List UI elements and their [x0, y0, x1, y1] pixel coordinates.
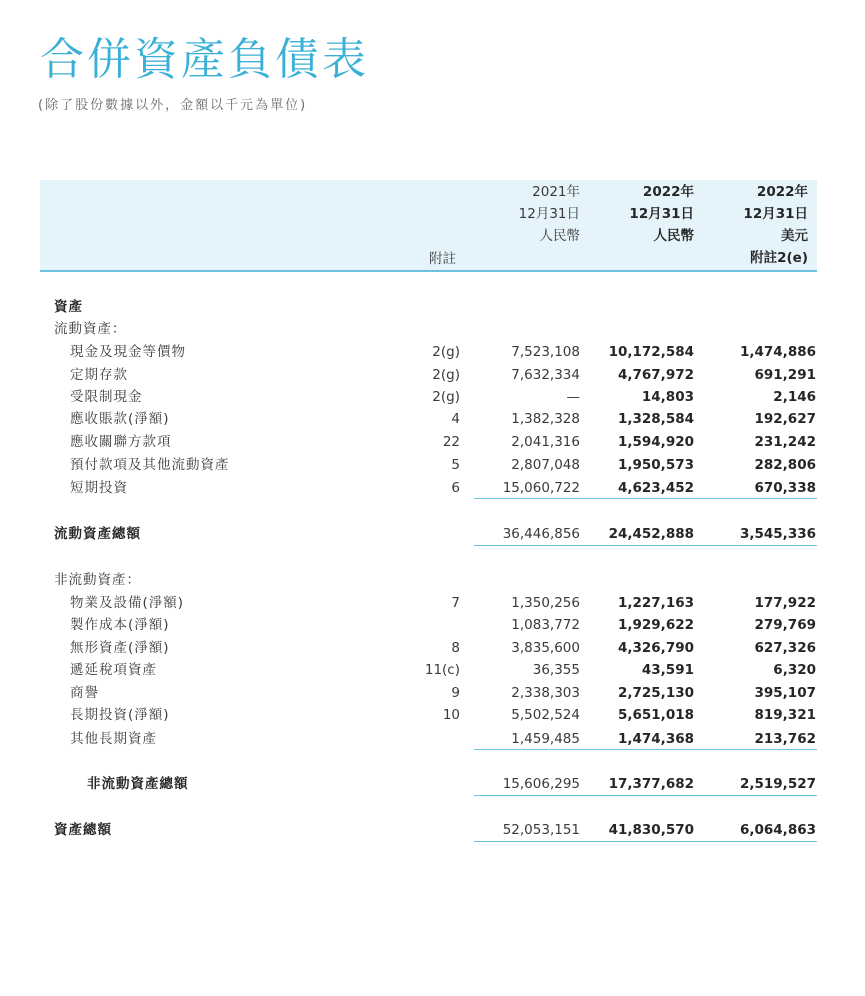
value-2021: 1,382,328 — [511, 411, 580, 427]
row-note: 11(c) — [424, 662, 460, 678]
table-row — [0, 386, 865, 408]
value-2022-usd: 2,519,527 — [739, 776, 816, 792]
header-currency: 人民幣 — [539, 228, 580, 244]
value-2022-rmb: 1,227,163 — [617, 595, 694, 611]
value-2022-rmb: 14,803 — [641, 389, 694, 405]
total-row-assets — [0, 819, 865, 841]
row-note: 2(g) — [432, 367, 460, 383]
value-2021: 36,446,856 — [502, 526, 580, 542]
table-row — [0, 637, 865, 659]
value-2022-rmb: 4,326,790 — [617, 640, 694, 656]
value-2022-rmb: 1,328,584 — [617, 411, 694, 427]
header-currency: 人民幣 — [653, 228, 694, 244]
grand-total-rule — [474, 841, 817, 842]
value-2021: 1,083,772 — [511, 617, 580, 633]
header-date: 12月31日 — [629, 206, 694, 222]
row-label: 遞延稅項資產 — [70, 662, 157, 678]
value-2021: 1,459,485 — [511, 731, 580, 747]
row-label: 預付款項及其他流動資產 — [70, 457, 230, 473]
section-label: 非流動資產： — [54, 572, 141, 588]
value-2022-usd: 3,545,336 — [739, 526, 816, 542]
row-note: 4 — [451, 411, 460, 427]
table-row — [0, 682, 865, 704]
row-label: 物業及設備(淨額) — [70, 595, 185, 611]
value-2021: 7,632,334 — [511, 367, 580, 383]
row-label: 流動資產總額 — [54, 526, 141, 542]
row-label: 其他長期資產 — [70, 731, 157, 747]
row-note: 9 — [451, 685, 460, 701]
value-2022-usd: 279,769 — [754, 617, 816, 633]
header-note: 附註2(e) — [750, 250, 808, 266]
value-2022-usd: 1,474,886 — [739, 344, 816, 360]
value-2022-usd: 231,242 — [754, 434, 816, 450]
value-2022-rmb: 43,591 — [641, 662, 694, 678]
header-col-2022-usd — [706, 181, 808, 269]
row-label: 無形資產(淨額) — [70, 640, 170, 656]
value-2022-usd: 6,320 — [773, 662, 816, 678]
total-rule — [474, 795, 817, 796]
header-date: 12月31日 — [518, 206, 580, 222]
section-label: 資產 — [54, 299, 83, 315]
value-2022-usd: 627,326 — [754, 640, 816, 656]
value-2022-usd: 670,338 — [754, 480, 816, 496]
value-2022-rmb: 5,651,018 — [617, 707, 694, 723]
table-row — [0, 477, 865, 499]
total-row-non-current — [0, 773, 865, 795]
table-row — [0, 364, 865, 386]
table-row — [0, 431, 865, 453]
row-label: 商譽 — [70, 685, 99, 701]
table-row — [0, 704, 865, 726]
section-assets — [0, 296, 865, 318]
value-2022-rmb: 1,594,920 — [617, 434, 694, 450]
row-note: 7 — [451, 595, 460, 611]
value-2022-usd: 192,627 — [754, 411, 816, 427]
value-2022-rmb: 10,172,584 — [608, 344, 694, 360]
value-2022-rmb: 24,452,888 — [608, 526, 694, 542]
header-year: 2021年 — [532, 184, 580, 200]
value-2021: 5,502,524 — [511, 707, 580, 723]
value-2022-usd: 213,762 — [754, 731, 816, 747]
section-label: 流動資產： — [54, 321, 127, 337]
value-2022-rmb: 1,929,622 — [617, 617, 694, 633]
header-date: 12月31日 — [743, 206, 808, 222]
total-rule — [474, 545, 817, 546]
row-label: 應收賬款(淨額) — [70, 411, 170, 427]
row-label: 製作成本(淨額) — [70, 617, 170, 633]
row-note: 10 — [442, 707, 460, 723]
value-2021: 2,807,048 — [511, 457, 580, 473]
value-2022-rmb: 1,474,368 — [617, 731, 694, 747]
value-2022-rmb: 4,623,452 — [617, 480, 694, 496]
value-2021: 1,350,256 — [511, 595, 580, 611]
header-currency: 美元 — [781, 228, 808, 244]
value-2021: 2,041,316 — [511, 434, 580, 450]
value-2022-rmb: 17,377,682 — [608, 776, 694, 792]
value-2021: — — [566, 389, 580, 405]
row-label: 受限制現金 — [70, 389, 143, 405]
value-2022-rmb: 2,725,130 — [617, 685, 694, 701]
header-col-2022-rmb — [590, 181, 694, 247]
row-label: 資產總額 — [54, 822, 112, 838]
row-note: 2(g) — [432, 344, 460, 360]
table-row — [0, 408, 865, 430]
row-label: 非流動資產總額 — [87, 776, 189, 792]
row-note: 22 — [442, 434, 460, 450]
page-subtitle: (除了股份數據以外，金額以千元為單位) — [38, 98, 308, 113]
value-2022-rmb: 1,950,573 — [617, 457, 694, 473]
row-label: 長期投資(淨額) — [70, 707, 170, 723]
subtotal-rule — [474, 749, 817, 750]
value-2021: 15,606,295 — [502, 776, 580, 792]
value-2021: 36,355 — [532, 662, 580, 678]
row-note: 2(g) — [432, 389, 460, 405]
row-note: 5 — [451, 457, 460, 473]
row-note: 6 — [451, 480, 460, 496]
table-row — [0, 592, 865, 614]
row-label: 應收關聯方款項 — [70, 434, 172, 450]
header-year: 2022年 — [642, 184, 694, 200]
table-row — [0, 659, 865, 681]
value-2021: 3,835,600 — [511, 640, 580, 656]
value-2022-usd: 282,806 — [754, 457, 816, 473]
value-2021: 52,053,151 — [502, 822, 580, 838]
total-row-current — [0, 523, 865, 545]
table-row — [0, 614, 865, 636]
header-year: 2022年 — [756, 184, 808, 200]
header-col-2021 — [476, 181, 580, 247]
subtotal-rule — [474, 498, 817, 499]
header-note-label: 附註 — [429, 251, 456, 267]
value-2022-usd: 691,291 — [754, 367, 816, 383]
row-label: 定期存款 — [70, 367, 128, 383]
table-row — [0, 454, 865, 476]
value-2021: 2,338,303 — [511, 685, 580, 701]
value-2022-usd: 395,107 — [754, 685, 816, 701]
value-2022-rmb: 4,767,972 — [617, 367, 694, 383]
row-label: 現金及現金等價物 — [70, 344, 186, 360]
row-note: 8 — [451, 640, 460, 656]
page-title: 合併資產負債表 — [40, 34, 369, 85]
section-current-assets — [0, 318, 865, 340]
table-row — [0, 341, 865, 363]
table-row — [0, 728, 865, 750]
value-2022-rmb: 41,830,570 — [608, 822, 694, 838]
value-2022-usd: 2,146 — [773, 389, 816, 405]
row-label: 短期投資 — [70, 480, 128, 496]
value-2022-usd: 177,922 — [754, 595, 816, 611]
value-2022-usd: 6,064,863 — [739, 822, 816, 838]
section-non-current-assets — [0, 569, 865, 591]
value-2021: 7,523,108 — [511, 344, 580, 360]
value-2022-usd: 819,321 — [754, 707, 816, 723]
value-2021: 15,060,722 — [502, 480, 580, 496]
